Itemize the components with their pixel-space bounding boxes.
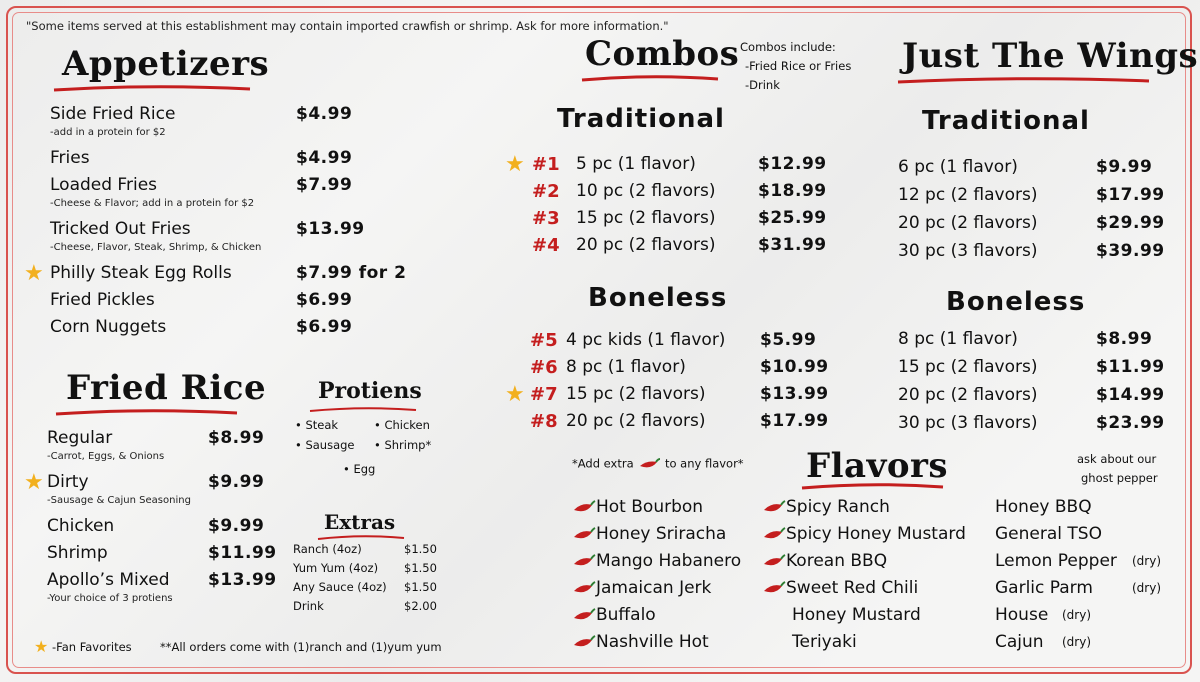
flavor-item <box>572 497 703 517</box>
menu-item-note: -Cheese, Flavor, Steak, Shrimp, & Chicken <box>50 242 262 253</box>
flavor-name: Hot Bourbon <box>596 497 704 517</box>
wing-description: 8 pc (1 flavor) <box>898 329 1018 349</box>
chili-pepper-icon <box>572 553 596 569</box>
flavor-name: Korean BBQ <box>786 551 888 571</box>
flavor-name: Buffalo <box>596 605 656 625</box>
star-icon: ★ <box>505 152 525 177</box>
chili-pepper-icon <box>762 553 786 569</box>
wing-price: $14.99 <box>1096 385 1165 405</box>
flavor-item <box>792 605 921 625</box>
ghost-pepper-note-1: ask about our <box>1077 452 1157 466</box>
dry-label: (dry) <box>1132 554 1162 568</box>
combos-boneless-title: Boneless <box>588 283 728 313</box>
disclaimer: "Some items served at this establishment may contain imported crawfish or shrimp. Ask for more information." <box>26 19 669 33</box>
menu-item-price: $11.99 <box>208 543 277 563</box>
wing-description: 20 pc (2 flavors) <box>898 385 1038 405</box>
combo-price: $5.99 <box>760 330 817 350</box>
combo-description: 20 pc (2 flavors) <box>576 235 716 255</box>
wing-price: $23.99 <box>1096 413 1165 433</box>
dry-label: (dry) <box>1062 608 1092 622</box>
wing-description: 30 pc (3 flavors) <box>898 413 1038 433</box>
wing-price: $8.99 <box>1096 329 1153 349</box>
combo-number: #7 <box>530 384 558 405</box>
flavor-name: Nashville Hot <box>596 632 709 652</box>
flavor-item <box>762 497 890 517</box>
menu-item-name: Regular <box>47 428 113 448</box>
flavor-item <box>572 632 709 652</box>
flavor-item <box>572 551 741 571</box>
menu-item-price: $8.99 <box>208 428 265 448</box>
menu-item-note: -Your choice of 3 protiens <box>47 593 173 604</box>
combo-price: $18.99 <box>758 181 827 201</box>
combo-description: 5 pc (1 flavor) <box>576 154 696 174</box>
menu-item-price: $4.99 <box>296 104 353 124</box>
menu-item-name: Tricked Out Fries <box>50 219 191 239</box>
extra-item-name: Yum Yum (4oz) <box>293 561 379 575</box>
flavor-name: Jamaican Jerk <box>596 578 712 598</box>
flavor-item <box>762 524 966 544</box>
combo-price: $10.99 <box>760 357 829 377</box>
menu-item-name: Dirty <box>47 472 89 492</box>
flavor-item <box>762 551 887 571</box>
wings-traditional-title: Traditional <box>922 106 1090 136</box>
wing-price: $11.99 <box>1096 357 1165 377</box>
flavor-item <box>792 632 857 652</box>
chili-pepper-icon <box>762 580 786 596</box>
ghost-pepper-note-2: ghost pepper <box>1081 471 1158 485</box>
menu-item-name: Loaded Fries <box>50 175 158 195</box>
flavor-name: General TSO <box>995 524 1102 544</box>
combo-price: $13.99 <box>760 384 829 404</box>
wing-price: $39.99 <box>1096 241 1165 261</box>
dry-label: (dry) <box>1062 635 1092 649</box>
menu-item-name: Fries <box>50 148 90 168</box>
combos-include-title: Combos include: <box>740 40 836 54</box>
add-extra-after: to any flavor* <box>664 456 744 471</box>
menu-item-name: Apollo’s Mixed <box>47 570 170 590</box>
combos-title: Combos <box>585 34 740 74</box>
flavor-name: Teriyaki <box>792 632 857 652</box>
flavor-name: Mango Habanero <box>596 551 742 571</box>
combo-number: #8 <box>530 411 558 432</box>
combo-number: #5 <box>530 330 558 351</box>
wings-title: Just The Wings <box>902 36 1199 76</box>
chili-pepper-icon <box>762 526 786 542</box>
combo-number: #6 <box>530 357 558 378</box>
wing-price: $9.99 <box>1096 157 1153 177</box>
combos-include-item: -Fried Rice or Fries <box>745 59 852 73</box>
combo-description: 15 pc (2 flavors) <box>566 384 706 404</box>
extra-item-price: $1.50 <box>404 580 437 594</box>
chili-pepper-icon <box>572 607 596 623</box>
dry-label: (dry) <box>1132 581 1162 595</box>
combo-description: 20 pc (2 flavors) <box>566 411 706 431</box>
menu-item-price: $6.99 <box>296 290 353 310</box>
menu-item-name: Corn Nuggets <box>50 317 167 337</box>
extra-item-price: $1.50 <box>404 561 437 575</box>
combos-include-item: -Drink <box>745 78 780 92</box>
chili-pepper-icon <box>572 580 596 596</box>
combo-number: #3 <box>532 208 560 229</box>
combo-description: 8 pc (1 flavor) <box>566 357 686 377</box>
flavor-name: Honey BBQ <box>995 497 1092 517</box>
extra-item-name: Any Sauce (4oz) <box>293 580 387 594</box>
menu-item-name: Side Fried Rice <box>50 104 176 124</box>
flavor-name: Cajun <box>995 632 1044 652</box>
chili-pepper-icon <box>637 456 661 472</box>
combo-price: $17.99 <box>760 411 829 431</box>
flavor-name: Honey Sriracha <box>596 524 727 544</box>
flavor-name: House <box>995 605 1049 625</box>
wing-price: $29.99 <box>1096 213 1165 233</box>
menu-item-price: $13.99 <box>208 570 277 590</box>
fan-favorites-legend: -Fan Favorites <box>52 640 132 654</box>
chili-pepper-icon <box>762 499 786 515</box>
combo-price: $12.99 <box>758 154 827 174</box>
star-icon: ★ <box>24 470 44 495</box>
flavor-item <box>572 524 726 544</box>
flavor-item <box>762 578 918 598</box>
combo-description: 10 pc (2 flavors) <box>576 181 716 201</box>
wing-description: 30 pc (3 flavors) <box>898 241 1038 261</box>
menu-item-price: $7.99 <box>296 175 353 195</box>
wing-description: 12 pc (2 flavors) <box>898 185 1038 205</box>
combos-traditional-title: Traditional <box>557 104 725 134</box>
combo-description: 4 pc kids (1 flavor) <box>566 330 726 350</box>
star-icon: ★ <box>505 382 525 407</box>
menu-item-name: Shrimp <box>47 543 108 563</box>
menu-item-price: $7.99 for 2 <box>296 263 407 283</box>
menu-item-name: Philly Steak Egg Rolls <box>50 263 232 283</box>
wing-description: 6 pc (1 flavor) <box>898 157 1018 177</box>
combo-description: 15 pc (2 flavors) <box>576 208 716 228</box>
extra-item-price: $2.00 <box>404 599 437 613</box>
fried-rice-title: Fried Rice <box>66 368 267 408</box>
wings-boneless-title: Boneless <box>946 287 1086 317</box>
wing-description: 20 pc (2 flavors) <box>898 213 1038 233</box>
chili-pepper-icon <box>572 499 596 515</box>
protein-chicken: • Chicken <box>374 418 430 432</box>
menu-item-note: -Carrot, Eggs, & Onions <box>47 451 165 462</box>
extra-item-price: $1.50 <box>404 542 437 556</box>
extras-title: Extras <box>324 510 396 534</box>
protein-shrimp: • Shrimp* <box>374 438 432 452</box>
combo-price: $25.99 <box>758 208 827 228</box>
extra-item-name: Ranch (4oz) <box>293 542 362 556</box>
star-icon: ★ <box>24 261 44 286</box>
add-extra-note <box>572 456 744 472</box>
extra-item-name: Drink <box>293 599 324 613</box>
appetizers-title: Appetizers <box>62 44 270 84</box>
orders-note: **All orders come with (1)ranch and (1)yum yum <box>160 640 442 654</box>
combo-number: #2 <box>532 181 560 202</box>
flavor-name: Spicy Honey Mustard <box>786 524 966 544</box>
protein-sausage: • Sausage <box>295 438 355 452</box>
chili-pepper-icon <box>572 634 596 650</box>
flavor-name: Honey Mustard <box>792 605 921 625</box>
combo-number: #4 <box>532 235 560 256</box>
flavors-title: Flavors <box>806 446 949 486</box>
combo-number: #1 <box>532 154 560 175</box>
protein-steak: • Steak <box>295 418 339 432</box>
wing-description: 15 pc (2 flavors) <box>898 357 1038 377</box>
menu-item-note: -add in a protein for $2 <box>50 127 166 138</box>
menu-item-price: $4.99 <box>296 148 353 168</box>
combo-price: $31.99 <box>758 235 827 255</box>
flavor-item <box>572 605 656 625</box>
star-icon: ★ <box>34 637 49 656</box>
flavor-name: Lemon Pepper <box>995 551 1117 571</box>
menu-item-name: Fried Pickles <box>50 290 155 310</box>
flavor-name: Spicy Ranch <box>786 497 890 517</box>
flavor-item <box>572 578 711 598</box>
chili-pepper-icon <box>572 526 596 542</box>
proteins-title: Protiens <box>318 378 422 404</box>
menu-item-price: $9.99 <box>208 472 265 492</box>
flavor-name: Garlic Parm <box>995 578 1093 598</box>
flavor-name: Sweet Red Chili <box>786 578 919 598</box>
wing-price: $17.99 <box>1096 185 1165 205</box>
protein-egg: • Egg <box>343 462 376 476</box>
menu-item-note: -Sausage & Cajun Seasoning <box>47 495 191 506</box>
menu-item-note: -Cheese & Flavor; add in a protein for $2 <box>50 198 255 209</box>
menu-item-price: $13.99 <box>296 219 365 239</box>
menu-item-name: Chicken <box>47 516 115 536</box>
menu-item-price: $9.99 <box>208 516 265 536</box>
add-extra-before: *Add extra <box>572 456 634 471</box>
menu-item-price: $6.99 <box>296 317 353 337</box>
